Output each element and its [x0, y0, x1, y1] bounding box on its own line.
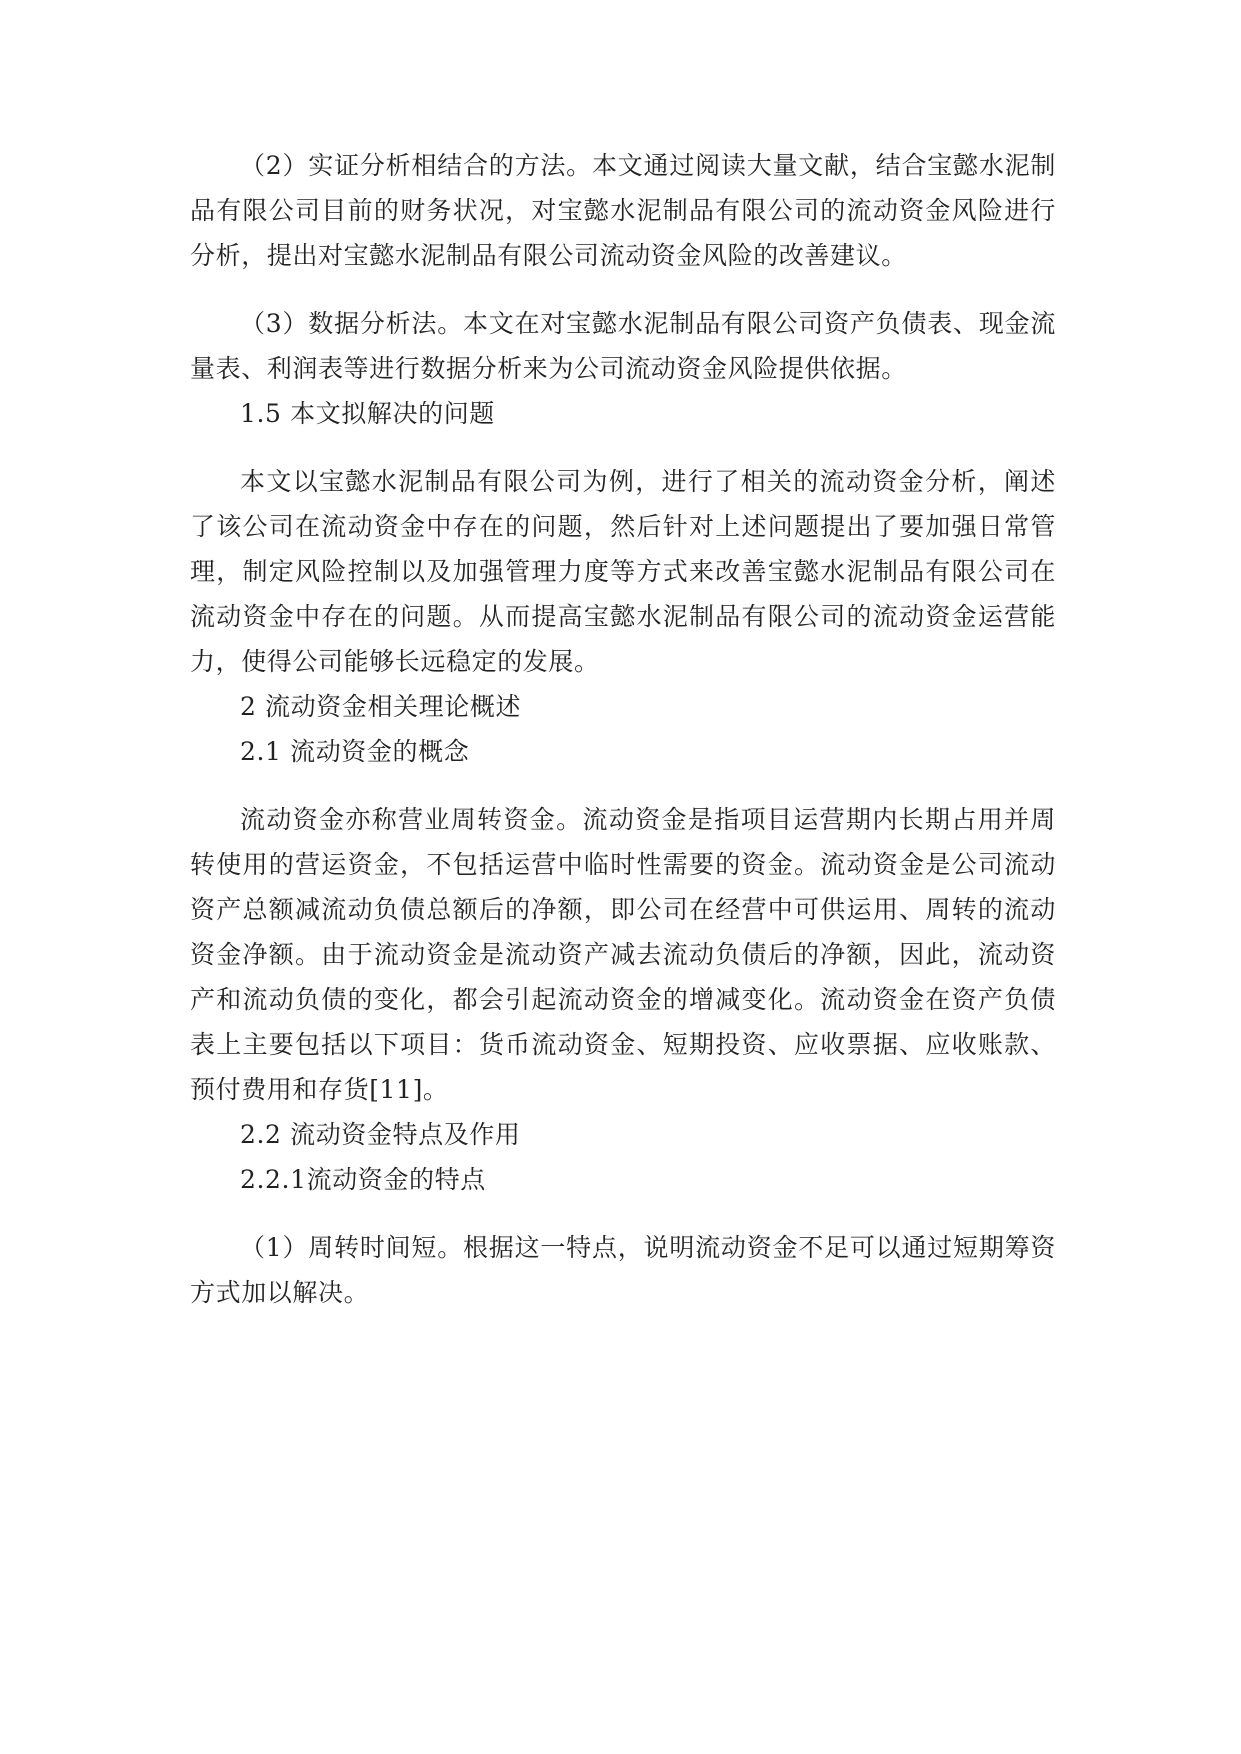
paragraph-methods-2: （2）实证分析相结合的方法。本文通过阅读大量文献，结合宝懿水泥制品有限公司目前的财务状况，对宝懿水泥制品有限公司的流动资金风险进行分析，提出对宝懿水泥制品有限公司流动资金风险的改善建议。: [190, 151, 1056, 270]
section-heading-2-1: 2.1 流动资金的概念: [240, 737, 470, 766]
document-page: [190, 143, 1056, 1315]
section-heading-1-5: 1.5 本文拟解决的问题: [240, 399, 495, 428]
paragraph-concept: 流动资金亦称营业周转资金。流动资金是指项目运营期内长期占用并周转使用的营运资金，不包括运营中临时性需要的资金。流动资金是公司流动资产总额减流动负债总额后的净额，即公司在经营中可供运用、周转的流动资金净额。由于流动资金是流动资产减去流动负债后的净额，因此，流动资产和流动负债的变化，都会引起流动资金的增减变化。流动资金在资产负债表上主要包括以下项目：货币流动资金、短期投资、应收票据、应收账款、预付费用和存货[11]。: [190, 805, 1056, 1104]
paragraph-feature-1: （1）周转时间短。根据这一特点，说明流动资金不足可以通过短期筹资方式加以解决。: [190, 1233, 1056, 1307]
subsection-heading-2-2-1: 2.2.1流动资金的特点: [240, 1165, 486, 1194]
paragraph-methods-3: （3）数据分析法。本文在对宝懿水泥制品有限公司资产负债表、现金流量表、利润表等进行数据分析来为公司流动资金风险提供依据。: [190, 309, 1056, 383]
chapter-heading-2: 2 流动资金相关理论概述: [240, 692, 522, 721]
paragraph-problem: 本文以宝懿水泥制品有限公司为例，进行了相关的流动资金分析，阐述了该公司在流动资金中存在的问题，然后针对上述问题提出了要加强日常管理，制定风险控制以及加强管理力度等方式来改善宝懿水泥制品有限公司在流动资金中存在的问题。从而提高宝懿水泥制品有限公司的流动资金运营能力，使得公司能够长远稳定的发展。: [190, 467, 1056, 676]
section-heading-2-2: 2.2 流动资金特点及作用: [240, 1120, 521, 1149]
